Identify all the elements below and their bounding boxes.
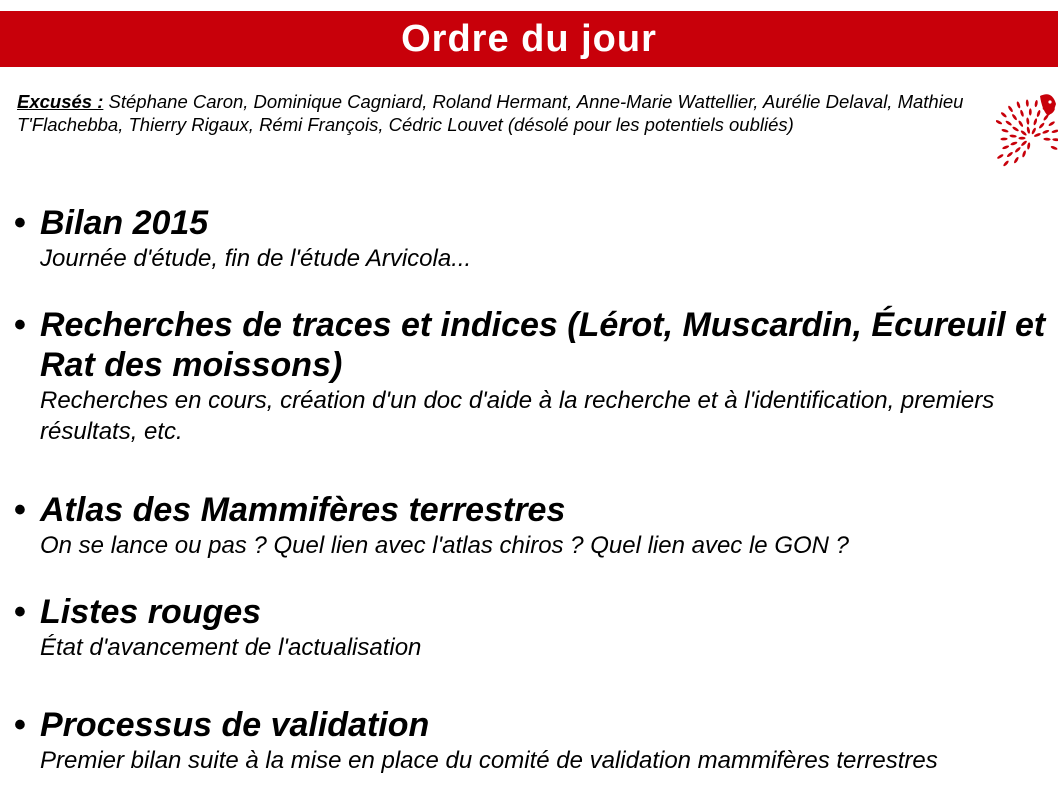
bullet: •: [14, 491, 26, 529]
page-title: Ordre du jour: [0, 11, 1058, 67]
excused-names: Stéphane Caron, Dominique Cagniard, Roland Hermant, Anne-Marie Wattellier, Aurélie Delaval, Mathieu T'Flachebba, Thierry Rigaux, Rémi François, Cédric Louvet (désolé pour les potentiels oubliés): [17, 91, 964, 135]
agenda-item-description: Journée d'étude, fin de l'étude Arvicola...: [40, 245, 472, 272]
bullet: •: [14, 306, 26, 344]
agenda-item-title: Atlas des Mammifères terrestres: [40, 491, 566, 529]
excused-list: [17, 90, 977, 136]
bullet: •: [14, 593, 26, 631]
agenda-item-validation: [14, 705, 1054, 776]
agenda-item-listes-rouges: [14, 592, 1054, 663]
agenda-item-description: Recherches en cours, création d'un doc d'aide à la recherche et à l'identification, premiers résultats, etc.: [40, 387, 995, 445]
hedgehog-icon: [996, 86, 1058, 178]
agenda-item-recherches: [14, 305, 1054, 447]
bullet: •: [14, 204, 26, 242]
agenda-item-description: État d'avancement de l'actualisation: [40, 634, 422, 661]
excused-label: Excusés :: [17, 91, 104, 112]
bullet: •: [14, 706, 26, 744]
agenda-item-title: Listes rouges: [40, 593, 262, 631]
agenda-item-description: On se lance ou pas ? Quel lien avec l'atlas chiros ? Quel lien avec le GON ?: [40, 532, 850, 559]
agenda-item-title: Recherches de traces et indices (Lérot, Muscardin, Écureuil et Rat des moissons): [40, 306, 1046, 384]
agenda-item-atlas: [14, 490, 1054, 561]
agenda-item-description: Premier bilan suite à la mise en place du comité de validation mammifères terrestres: [40, 747, 938, 774]
agenda-item-bilan: [14, 203, 1054, 274]
agenda-item-title: Processus de validation: [40, 706, 430, 744]
agenda-item-title: Bilan 2015: [40, 204, 209, 242]
